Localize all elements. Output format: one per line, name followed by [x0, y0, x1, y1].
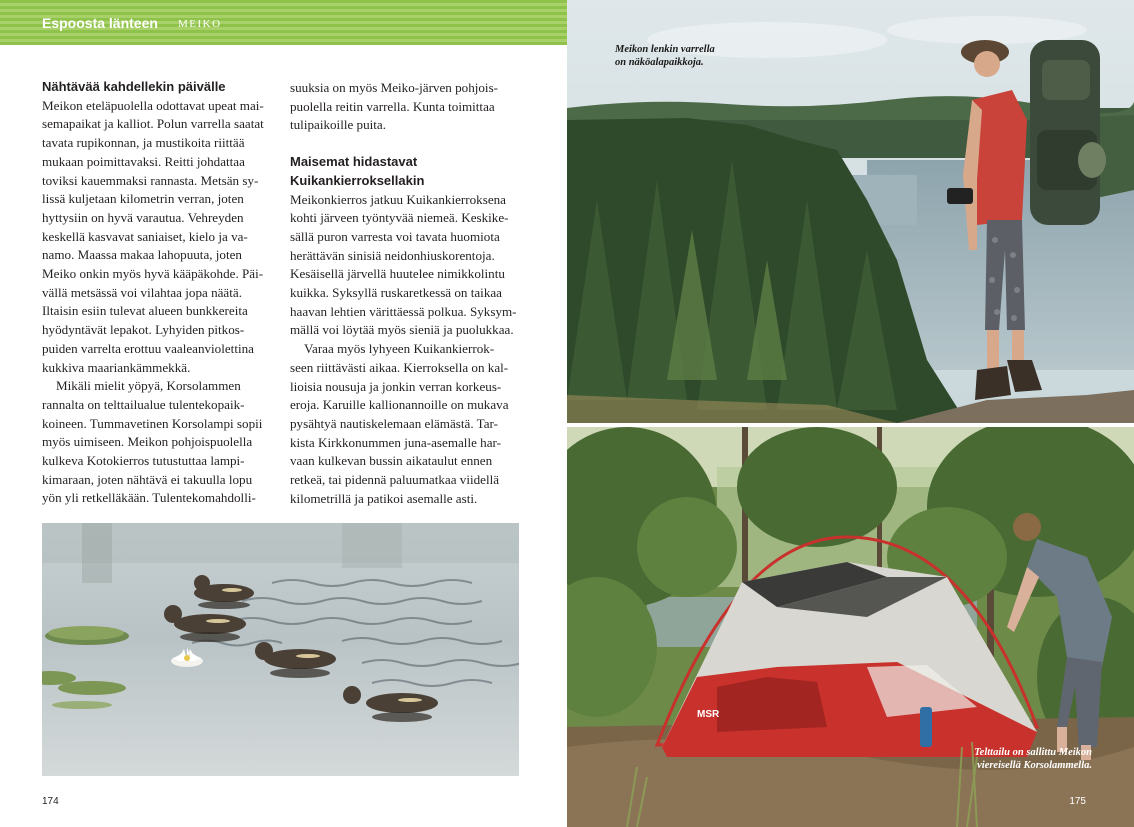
text-line: hyttysiin on hyvä varautua. Vehreyden	[42, 209, 244, 225]
text-line: kukkiva maariankämmekkä.	[42, 359, 191, 375]
text-line: namo. Maassa makaa lahopuuta, joten	[42, 247, 242, 263]
text-line: hyödyntävät lepakot. Lyhyiden pitkos-	[42, 322, 245, 338]
text-line: eroja. Karuille kallionannoille on mukava	[290, 397, 509, 413]
text-line: Meikon eteläpuolella odottavat upeat mai-	[42, 97, 264, 113]
text-line: lissä kuljetaan kilometrin verran, joten	[42, 191, 244, 207]
text-line: mällä voi löytää myös sieniä ja puolukkaa.	[290, 322, 514, 338]
text-line: rannalta on telttailualue tulentekopaik-	[42, 396, 245, 412]
text-line: Varaa myös lyhyeen Kuikankierrok-	[304, 341, 495, 357]
header-section: MEIKO	[178, 18, 222, 30]
tent-brand-logo: MSR	[697, 709, 720, 720]
photo-caption-hiker	[615, 43, 715, 69]
text-line: Mikäli mielit yöpyä, Korsolammen	[56, 378, 241, 394]
text-line: haavan lehtien värittäessä polkua. Syksym-	[290, 303, 517, 319]
text-line: suuksia on myös Meiko-järven pohjois-	[290, 80, 499, 95]
text-line: toviksi kauemmaksi rannasta. Metsän sy-	[42, 172, 259, 188]
text-line: kilometrillä ja patikoi asemalle asti.	[290, 490, 478, 506]
text-line: Kesäisellä järvellä huutelee nimikkolintu	[290, 266, 505, 282]
text-line: keskellä kasvavat saniaiset, kielo ja va-	[42, 228, 248, 244]
text-line: seen riittävästi aikaa. Kierroksella on kal-	[290, 359, 509, 375]
caption-line: viereisellä Korsolammella.	[977, 760, 1092, 771]
page-number-right: 175	[1069, 796, 1086, 807]
text-line: koineen. Tummavetinen Korsolampi sopii	[42, 415, 263, 431]
section-heading: Nähtävää kahdellekin päivälle	[42, 79, 226, 94]
text-line: sällä puron varresta voi tavata huomiota	[290, 228, 500, 244]
text-line: kuikka. Syksyllä ruskaretkessä on taikaa	[290, 285, 502, 301]
paragraph	[42, 97, 271, 378]
text-line: Maisemat hidastavat	[290, 154, 418, 170]
photo-caption-tent	[974, 746, 1092, 772]
text-line: Meiko onkin myös hyvä kääpäkohde. Päi-	[42, 266, 264, 282]
text-line: tulipaikoille puita.	[290, 117, 387, 133]
text-line: vällä metsässä voi vilahtaa jopa näätä.	[42, 284, 242, 300]
header-band	[0, 0, 567, 45]
text-line: tavata rupikonnan, ja mustikoita riittää	[42, 135, 245, 151]
paragraph	[290, 191, 519, 341]
text-line: lioisia nousuja ja jonkin verran korkeus-	[290, 378, 502, 394]
text-line: kulkeva Kotokierros tutustuttaa lampi-	[42, 453, 245, 469]
text-line: herättävän sinisiä neidonhiuskorentoja.	[290, 247, 495, 263]
text-line: yön yli retkelläkään. Tulentekomahdolli-	[42, 490, 256, 506]
caption-line: on näköalapaikkoja.	[615, 57, 704, 68]
ducklings-photo	[42, 523, 519, 776]
hiker-lake-view-photo	[567, 0, 1134, 423]
paragraph	[290, 340, 519, 508]
text-line: kohti järveen työntyvää niemeä. Keskike-	[290, 210, 509, 226]
text-line: Kuikankierroksellakin	[290, 172, 425, 188]
text-column-left	[42, 78, 271, 508]
text-line: Meikonkierros jatkuu Kuikankierroksena	[290, 191, 506, 207]
caption-line: Telttailu on sallittu Meikon	[974, 747, 1092, 758]
text-line: semapaikat ja kalliot. Polun varrella saatat	[42, 116, 264, 132]
section-heading	[290, 153, 519, 190]
paragraph	[290, 79, 519, 135]
header-title: Espoosta länteen	[42, 15, 158, 31]
text-line: puiden varrelta erottuu vaaleanviolettina	[42, 340, 254, 356]
text-line: mukaan poimittavaksi. Reitti johdattaa	[42, 153, 245, 169]
text-line: Iltaisin esiin tulevat alueen bunkkereita	[42, 303, 248, 319]
page-number-left: 174	[42, 796, 59, 807]
text-line: myös uimiseen. Meikon pohjoispuolella	[42, 434, 253, 450]
text-line: pysähtyä nautiskelemaan elämästä. Tar-	[290, 415, 498, 431]
text-line: puolella reitin varrella. Kunta toimittaa	[290, 98, 495, 114]
text-line: retkeä, tai pidennä paluumatkaa viidellä	[290, 472, 500, 488]
text-column-right	[290, 79, 519, 508]
caption-line: Meikon lenkin varrella	[615, 44, 715, 55]
text-line: vaan kulkevan bussin aikataulut ennen	[290, 453, 493, 469]
text-line: kista Kirkkonummen juna-asemalle har-	[290, 434, 501, 450]
paragraph	[42, 377, 271, 508]
text-line: kimaraan, joten nähtävä ei takuulla lopu	[42, 471, 253, 487]
right-page	[567, 0, 1134, 827]
